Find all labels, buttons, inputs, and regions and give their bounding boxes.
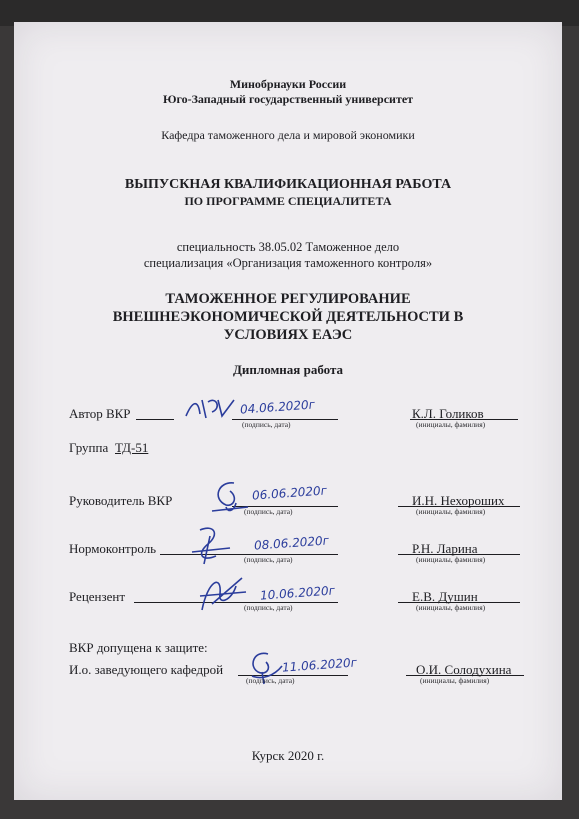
supervisor-name: И.Н. Нехороших <box>412 493 505 508</box>
author-name-caption: (инициалы, фамилия) <box>416 420 486 429</box>
footer-city-year: Курск 2020 г. <box>251 748 325 763</box>
specialty-line: специальность 38.05.02 Таможенное дело <box>176 240 400 254</box>
normcontrol-sign-caption: (подпись, дата) <box>244 555 293 564</box>
supervisor-label: Руководитель ВКР <box>69 493 173 508</box>
title-line1: ТАМОЖЕННОЕ РЕГУЛИРОВАНИЕ <box>165 291 411 307</box>
normcontrol-date: 08.06.2020г <box>253 533 330 553</box>
author-signature <box>182 394 242 424</box>
subtitle: Дипломная работа <box>232 362 344 377</box>
admitted-text: ВКР допущена к защите: <box>69 640 208 655</box>
author-lead-line <box>136 419 174 420</box>
supervisor-sign-caption: (подпись, дата) <box>244 507 293 516</box>
author-sign-caption: (подпись, дата) <box>242 420 291 429</box>
department: Кафедра таможенного дела и мировой экономики <box>161 128 415 142</box>
title-line2: ВНЕШНЕЭКОНОМИЧЕСКОЙ ДЕЯТЕЛЬНОСТИ В <box>112 309 464 325</box>
head-name-caption: (инициалы, фамилия) <box>420 676 490 685</box>
normcontrol-signature <box>186 522 236 567</box>
head-date: 11.06.2020г <box>281 655 358 675</box>
specialization-line: специализация «Организация таможенного контроля» <box>143 256 433 270</box>
document-page <box>14 22 562 800</box>
author-label: Автор ВКР <box>69 406 131 421</box>
ministry: Минобрнауки России <box>229 77 347 91</box>
head-sign-caption: (подпись, дата) <box>246 676 295 685</box>
university: Юго-Западный государственный университет <box>162 92 414 106</box>
work-type-line2: ПО ПРОГРАММЕ СПЕЦИАЛИТЕТА <box>184 194 392 208</box>
author-date: 04.06.2020г <box>239 397 316 417</box>
group-label: Группа <box>69 440 109 455</box>
head-label: И.о. заведующего кафедрой <box>69 662 224 677</box>
reviewer-name: Е.В. Душин <box>412 589 478 604</box>
title-line3: УСЛОВИЯХ ЕАЭС <box>223 327 353 343</box>
reviewer-label: Рецензент <box>69 589 126 604</box>
author-name: К.Л. Голиков <box>412 406 484 421</box>
normcontrol-name: Р.Н. Ларина <box>412 541 478 556</box>
work-type-line1: ВЫПУСКНАЯ КВАЛИФИКАЦИОННАЯ РАБОТА <box>124 177 452 192</box>
supervisor-date: 06.06.2020г <box>251 483 328 503</box>
normcontrol-label: Нормоконтроль <box>69 541 157 556</box>
group-value: ТД-51 <box>115 440 149 455</box>
head-name: О.И. Солодухина <box>416 662 512 677</box>
normcontrol-name-caption: (инициалы, фамилия) <box>416 555 486 564</box>
reviewer-date: 10.06.2020г <box>259 583 336 603</box>
reviewer-signature <box>192 570 252 618</box>
reviewer-sign-caption: (подпись, дата) <box>244 603 293 612</box>
supervisor-name-caption: (инициалы, фамилия) <box>416 507 486 516</box>
reviewer-name-caption: (инициалы, фамилия) <box>416 603 486 612</box>
